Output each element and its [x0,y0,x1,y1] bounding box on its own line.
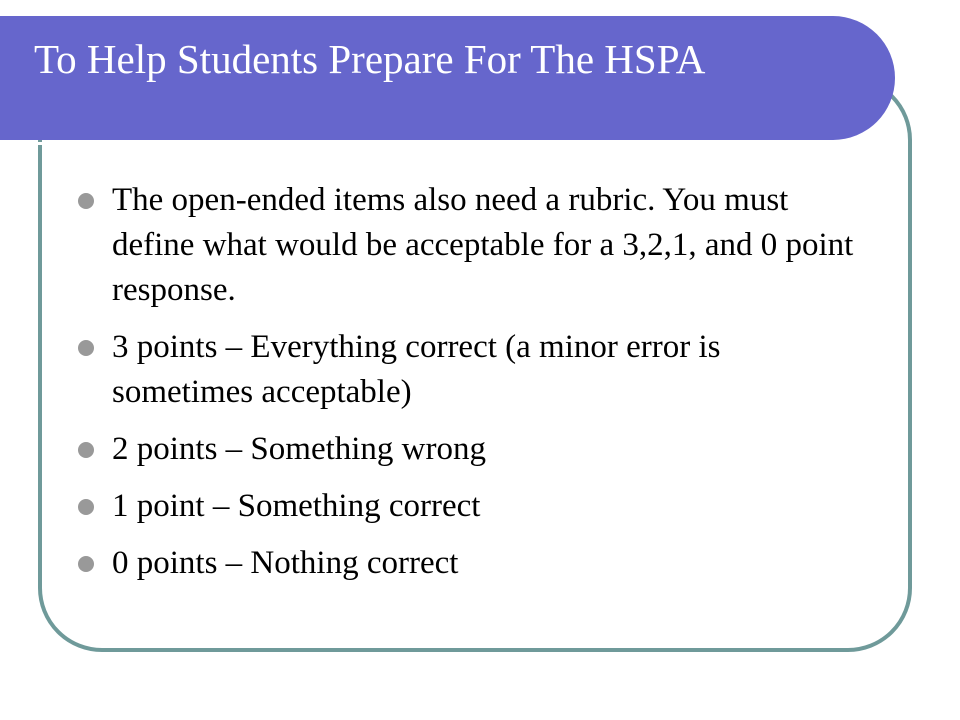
bullet-text: The open-ended items also need a rubric. You must define what would be acceptable for a 3,2,1, and 0 point response. [112,182,854,308]
bullet-dot-icon [78,340,94,356]
title-underline [0,142,848,145]
bullet-item [78,427,868,472]
slide-title: To Help Students Prepare For The HSPA [34,36,706,82]
bullet-text: 3 points – Everything correct (a minor error is sometimes acceptable) [112,329,721,410]
bullet-dot-icon [78,556,94,572]
bullet-text: 1 point – Something correct [112,488,481,524]
bullet-item [78,541,868,586]
bullet-dot-icon [78,499,94,515]
bullet-item [78,178,868,313]
title-bar [0,16,895,140]
bullet-list [78,178,868,598]
bullet-dot-icon [78,442,94,458]
bullet-text: 2 points – Something wrong [112,431,487,467]
bullet-item [78,325,868,415]
bullet-text: 0 points – Nothing correct [112,545,459,581]
bullet-item [78,484,868,529]
bullet-dot-icon [78,193,94,209]
